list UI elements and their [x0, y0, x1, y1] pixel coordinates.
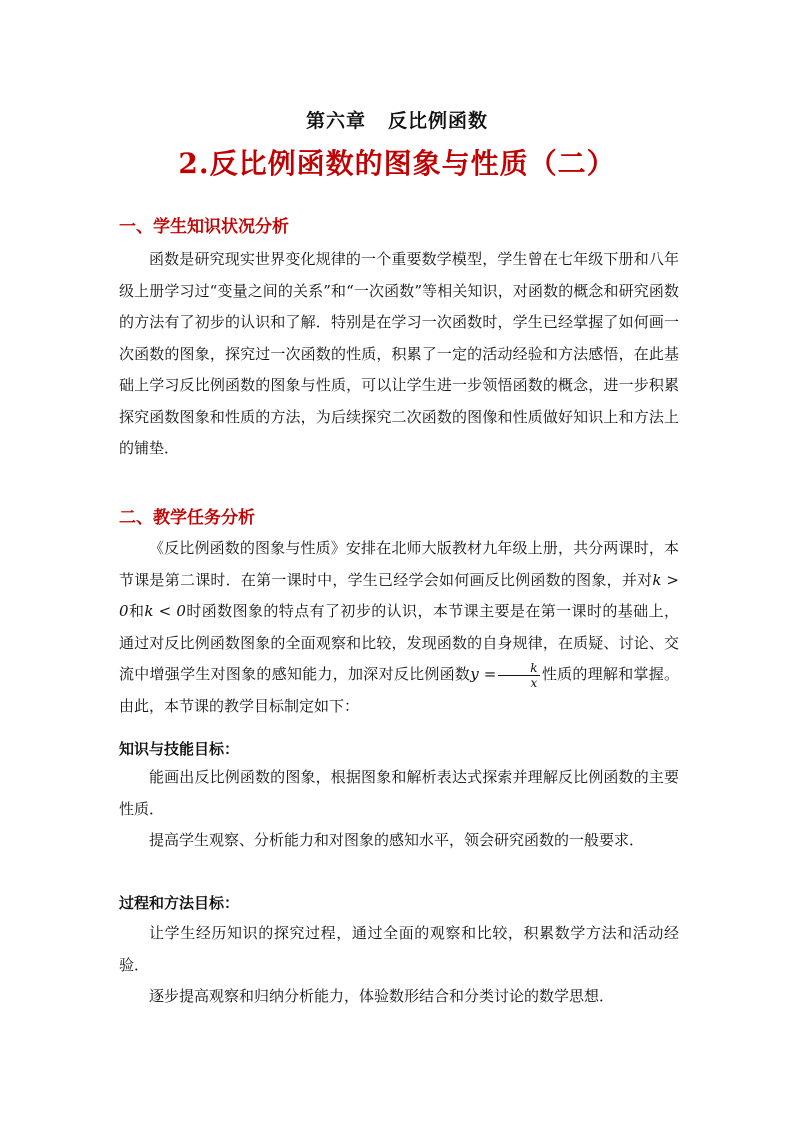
formula-fraction	[498, 661, 539, 690]
process-goals-block	[119, 918, 679, 1013]
chapter-name: 反比例函数	[388, 110, 489, 132]
knowledge-goals-block	[119, 762, 679, 857]
section2-text-part1: 《反比例函数的图象与性质》安排在北师大版教材九年级上册，共分两课时，本节课是第二课时．在第一课时中，学生已经学会如何画反比例函数的图象，并对	[119, 539, 679, 589]
section2-paragraph-block	[119, 533, 679, 722]
chapter-header	[0, 106, 794, 133]
knowledge-goal-2: 提高学生观察、分析能力和对图象的感知水平，领会研究函数的一般要求．	[149, 831, 645, 849]
process-goals-heading: 过程和方法目标：	[119, 894, 240, 912]
process-goal-2: 逐步提高观察和归纳分析能力，体验数形结合和分类讨论的数学思想．	[149, 987, 615, 1005]
section2-text-part3: 性质的理解和掌握。由此，本节课的教学目标制定如下：	[119, 665, 679, 715]
condition-k-negative: k < 0	[144, 602, 186, 620]
section1-paragraph-block	[119, 244, 679, 465]
formula-lhs: y =	[470, 665, 497, 683]
formula-numerator: k	[498, 661, 539, 676]
formula-denominator: x	[530, 675, 538, 690]
section2-paragraph	[119, 533, 679, 722]
process-goal-1: 让学生经历知识的探究过程，通过全面的观察和比较，积累数学方法和活动经验．	[119, 924, 679, 974]
conjunction-and: 和	[128, 602, 145, 620]
knowledge-goals-heading: 知识与技能目标：	[119, 740, 240, 758]
lesson-title: 2.反比例函数的图象与性质（二）	[178, 147, 616, 180]
section-heading-2: 二、教学任务分析	[119, 508, 255, 528]
knowledge-goal-1: 能画出反比例函数的图象，根据图象和解析表达式探索并理解反比例函数的主要性质．	[119, 768, 679, 818]
section2-text-part2: 时函数图象的特点有了初步的认识，本节课主要是在第一课时的基础上，通过对反比例函数图象的全面观察和比较，发现函数的自身规律，在质疑、讨论、交流中增强学生对图象的感知能力，加深对反比例函数	[119, 602, 679, 683]
chapter-number: 第六章	[305, 110, 366, 132]
section1-paragraph: 函数是研究现实世界变化规律的一个重要数学模型，学生曾在七年级下册和八年级上册学习过“变量之间的关系”和“一次函数”等相关知识，对函数的概念和研究函数的方法有了初步的认识和了解．特别是在学习一次函数时，学生已经掌握了如何画一次函数的图象，探究过一次函数的性质，积累了一定的活动经验和方法感悟，在此基础上学习反比例函数的图象与性质，可以让学生进一步领悟函数的概念，进一步积累探究函数图象和性质的方法，为后续探究二次函数的图像和性质做好知识上和方法上的铺垫．	[119, 250, 679, 457]
condition-k-positive: k > 0	[119, 570, 679, 620]
section-heading-1: 一、学生知识状况分析	[119, 217, 289, 237]
